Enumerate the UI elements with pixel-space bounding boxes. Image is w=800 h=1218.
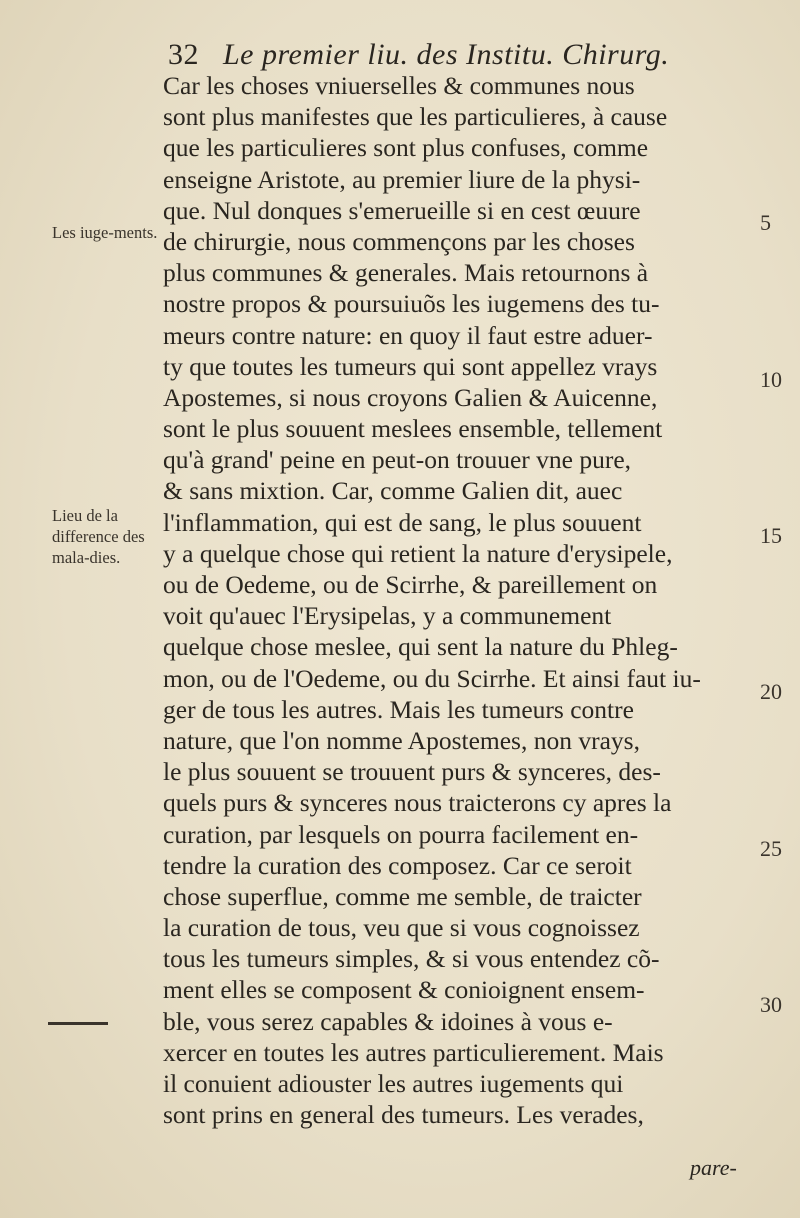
text-line: quelque chose meslee, qui sent la nature du Phleg- <box>163 632 678 662</box>
text-line: il conuient adiouster les autres iugements qui <box>163 1069 624 1098</box>
text-line: le plus souuent se trouuent purs & synceres, des- <box>163 757 661 787</box>
text-line: l'inflammation, qui est de sang, le plus souuent <box>163 507 642 537</box>
running-title: Le premier liu. des Institu. Chirurg. <box>223 38 670 71</box>
text-line: xercer en toutes les autres particulierement. Mais <box>163 1037 664 1067</box>
text-line: sont le plus souuent meslees ensemble, tellement <box>163 414 663 444</box>
text-line: meurs contre nature: en quoy il faut estre aduer- <box>163 320 653 350</box>
margin-note-iugements: Les iuge-ments. <box>52 223 158 242</box>
text-line: quels purs & synceres nous traicterons cy apres la <box>163 788 672 818</box>
catchword: pare- <box>690 1155 737 1180</box>
text-line: tendre la curation des composez. Car ce seroit <box>163 850 632 880</box>
line-number: 10 <box>760 367 782 392</box>
text-line: tous les tumeurs simples, & si vous entendez cõ- <box>163 944 660 974</box>
text-line: voit qu'auec l'Erysipelas, y a communement <box>163 601 612 631</box>
text-line: que. Nul donques s'emerueille si en cest œuure <box>163 195 641 225</box>
line-number: 20 <box>760 679 782 704</box>
line-number: 15 <box>760 523 782 548</box>
text-line: curation, par lesquels on pourra facilement en- <box>163 819 639 849</box>
main-text-block <box>163 70 763 1130</box>
text-line: plus communes & generales. Mais retournons à <box>163 258 649 288</box>
text-line: que les particulieres sont plus confuses, comme <box>163 133 649 163</box>
text-line: qu'à grand' peine en peut-on trouuer vne pure, <box>163 445 632 475</box>
margin-dash <box>48 1022 108 1025</box>
text-line: de chirurgie, nous commençons par les choses <box>163 226 635 256</box>
text-line: ty que toutes les tumeurs qui sont appellez vrays <box>163 351 658 381</box>
text-line: la curation de tous, veu que si vous cognoissez <box>163 913 640 943</box>
page-header <box>168 38 728 72</box>
text-line: mon, ou de l'Oedeme, ou du Scirrhe. Et ainsi faut iu- <box>163 663 701 693</box>
line-number: 5 <box>760 210 771 235</box>
text-line: ble, vous serez capables & idoines à vous e- <box>163 1006 613 1036</box>
text-line: sont plus manifestes que les particulieres, à cause <box>163 102 668 132</box>
text-line: enseigne Aristote, au premier liure de la physi- <box>163 164 641 194</box>
text-line: ment elles se composent & conioignent ensem- <box>163 975 645 1005</box>
line-number: 25 <box>760 836 782 861</box>
text-line: nature, que l'on nomme Apostemes, non vrays, <box>163 725 640 755</box>
text-line: nostre propos & poursuiuõs les iugemens des tu- <box>163 289 660 319</box>
text-line: sont prins en general des tumeurs. Les verades, <box>163 1100 644 1130</box>
page-number: 32 <box>168 38 199 71</box>
text-line: Car les choses vniuerselles & communes nous <box>163 71 635 100</box>
text-line: ger de tous les autres. Mais les tumeurs contre <box>163 694 634 724</box>
text-line: & sans mixtion. Car, comme Galien dit, auec <box>163 476 623 506</box>
text-line: Apostemes, si nous croyons Galien & Auicenne, <box>163 382 658 412</box>
text-line: y a quelque chose qui retient la nature d'erysipele, <box>163 538 673 568</box>
text-line: chose superflue, comme me semble, de traicter <box>163 881 642 911</box>
margin-note-lieu-difference: Lieu de la difference des mala-dies. <box>52 506 145 567</box>
line-number: 30 <box>760 992 782 1017</box>
text-line: ou de Oedeme, ou de Scirrhe, & pareillement on <box>163 570 658 599</box>
